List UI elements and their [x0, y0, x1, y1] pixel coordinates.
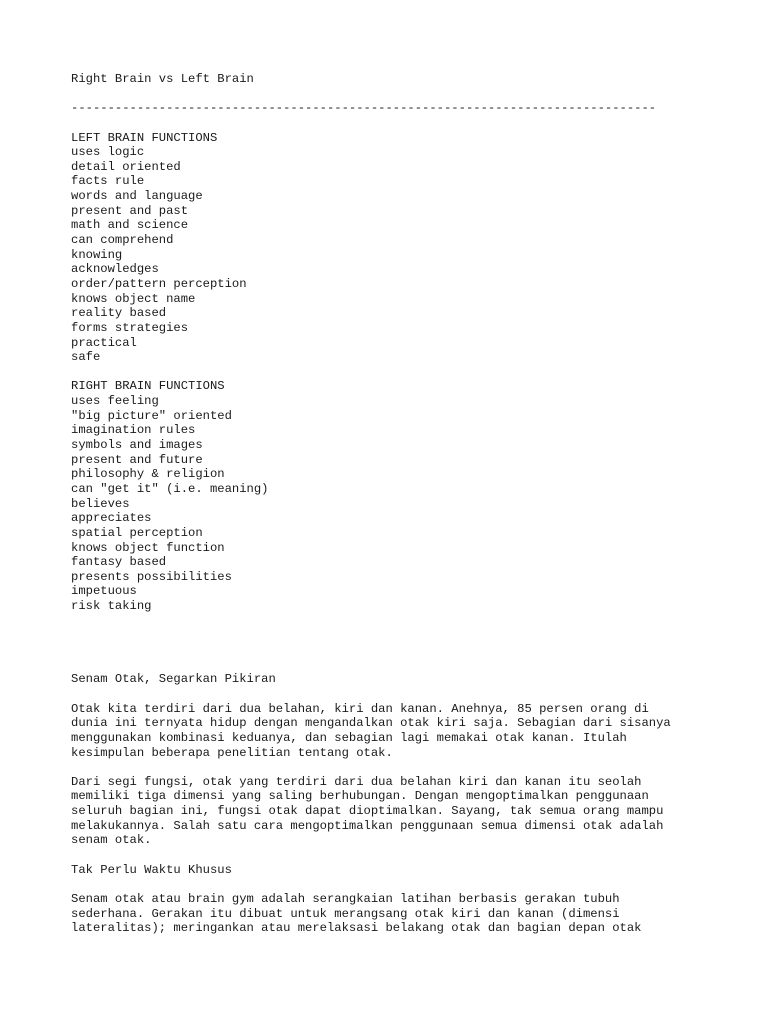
list-item: symbols and images — [71, 438, 203, 453]
list-item: forms strategies — [71, 320, 189, 335]
divider-line: -------------------------------------------------------------------------------- — [71, 101, 657, 116]
paragraph-line: Dari segi fungsi, otak yang terdiri dari dua belahan kiri dan kanan itu seolah — [71, 774, 642, 789]
paragraph-line: senam otak. — [71, 833, 152, 848]
left-brain-section — [71, 131, 731, 365]
list-item: "big picture" oriented — [71, 408, 232, 423]
paragraph-line: lateralitas); meringankan atau merelaksasi belakang otak dan bagian depan otak — [71, 921, 642, 936]
left-brain-heading: LEFT BRAIN FUNCTIONS — [71, 130, 218, 145]
list-item: knowing — [71, 247, 123, 262]
list-item: risk taking — [71, 599, 152, 614]
article-paragraph-2 — [71, 775, 731, 848]
paragraph-line: dunia ini ternyata hidup dengan mengandalkan otak kiri saja. Sebagian dari sisanya — [71, 716, 671, 731]
list-item: knows object function — [71, 540, 225, 555]
right-brain-heading: RIGHT BRAIN FUNCTIONS — [71, 379, 225, 394]
article-section — [71, 672, 731, 936]
list-item: math and science — [71, 218, 189, 233]
right-brain-section — [71, 379, 731, 613]
article-paragraph-1 — [71, 702, 731, 761]
list-item: detail oriented — [71, 159, 181, 174]
list-item: present and past — [71, 203, 189, 218]
list-item: impetuous — [71, 584, 137, 599]
paragraph-line: sederhana. Gerakan itu dibuat untuk merangsang otak kiri dan kanan (dimensi — [71, 906, 620, 921]
list-item: safe — [71, 350, 101, 365]
list-item: presents possibilities — [71, 569, 232, 584]
list-item: words and language — [71, 189, 203, 204]
paragraph-line: melakukannya. Salah satu cara mengoptimalkan penggunaan semua dimensi otak adalah — [71, 818, 664, 833]
list-item: knows object name — [71, 291, 196, 306]
list-item: believes — [71, 496, 130, 511]
paragraph-line: Otak kita terdiri dari dua belahan, kiri dan kanan. Anehnya, 85 persen orang di — [71, 701, 649, 716]
article-title: Senam Otak, Segarkan Pikiran — [71, 672, 276, 687]
document-body — [71, 72, 731, 936]
list-item: appreciates — [71, 511, 152, 526]
list-item: practical — [71, 335, 137, 350]
list-item: fantasy based — [71, 555, 167, 570]
list-item: order/pattern perception — [71, 276, 247, 291]
article-paragraph-3 — [71, 892, 731, 936]
article-subheading: Tak Perlu Waktu Khusus — [71, 862, 232, 877]
list-item: can comprehend — [71, 233, 174, 248]
list-item: acknowledges — [71, 262, 159, 277]
list-item: imagination rules — [71, 423, 196, 438]
list-item: reality based — [71, 306, 167, 321]
paragraph-line: seluruh bagian ini, fungsi otak dapat dioptimalkan. Sayang, tak semua orang mampu — [71, 804, 664, 819]
list-item: present and future — [71, 452, 203, 467]
paragraph-line: kesimpulan beberapa penelitian tentang otak. — [71, 745, 393, 760]
document-title: Right Brain vs Left Brain — [71, 72, 254, 86]
list-item: spatial perception — [71, 525, 203, 540]
list-item: philosophy & religion — [71, 467, 225, 482]
list-item: uses logic — [71, 145, 145, 160]
paragraph-line: menggunakan kombinasi keduanya, dan sebagian lagi memakai otak kanan. Itulah — [71, 730, 627, 745]
list-item: facts rule — [71, 174, 145, 189]
list-item: uses feeling — [71, 394, 159, 409]
paragraph-line: Senam otak atau brain gym adalah serangkaian latihan berbasis gerakan tubuh — [71, 891, 620, 906]
paragraph-line: memiliki tiga dimensi yang saling berhubungan. Dengan mengoptimalkan penggunaan — [71, 789, 649, 804]
list-item: can "get it" (i.e. meaning) — [71, 481, 269, 496]
